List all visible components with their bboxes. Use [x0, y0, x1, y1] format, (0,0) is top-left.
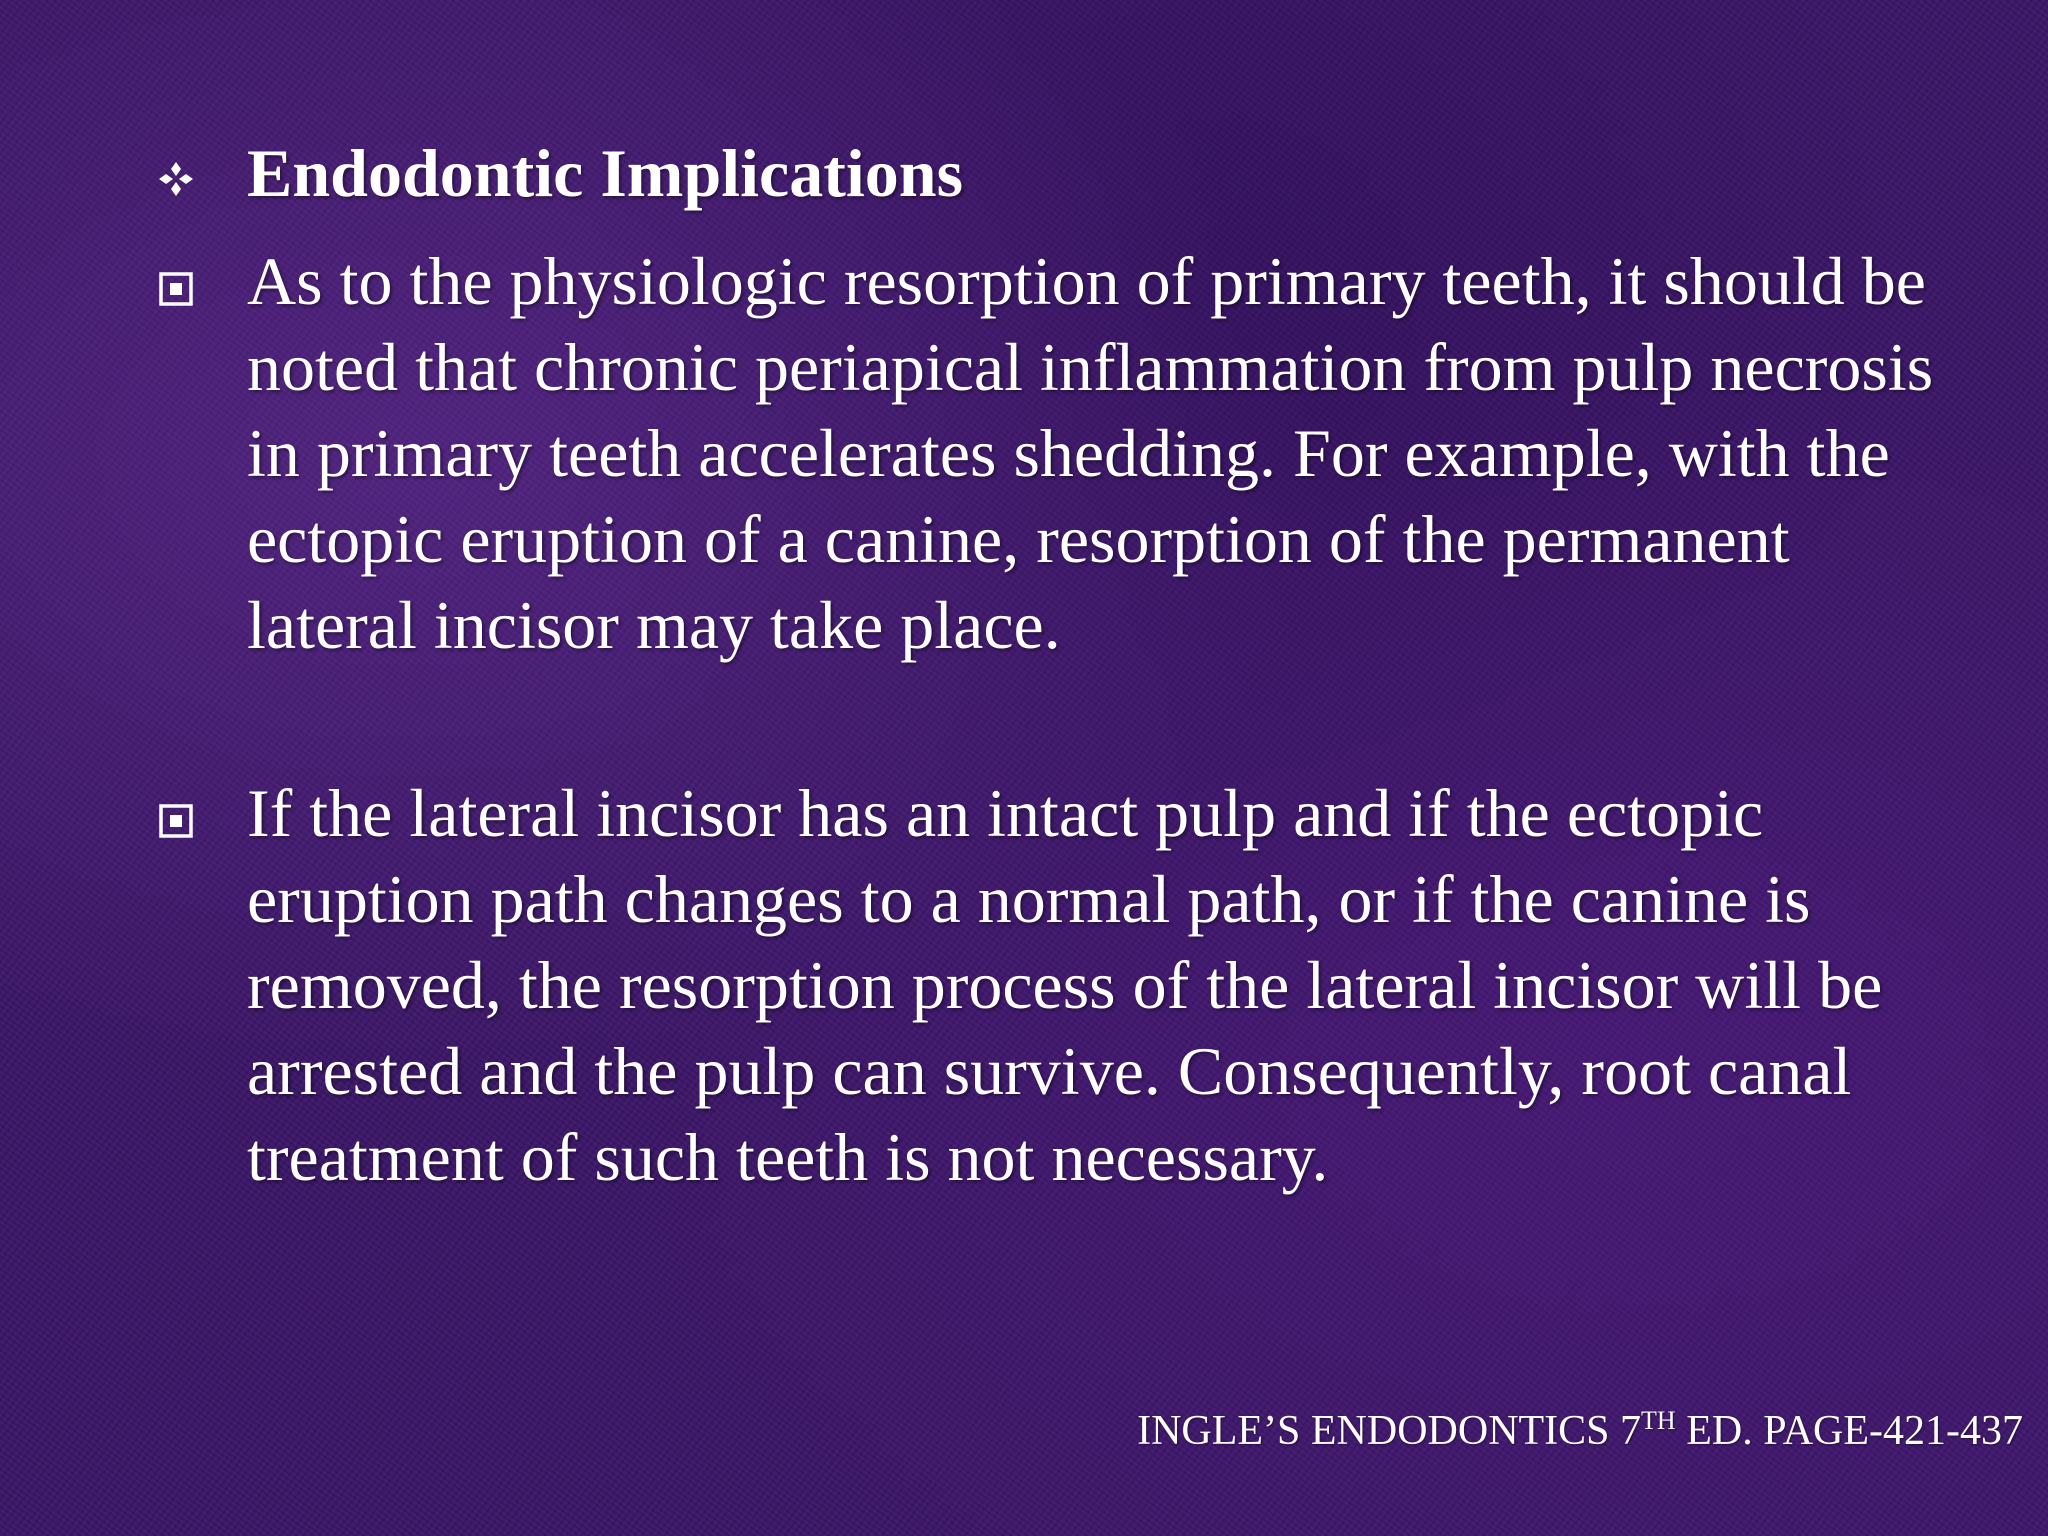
citation-suffix: ED. PAGE-421-437: [1675, 1408, 2023, 1454]
boxed-square-icon: [155, 268, 197, 310]
four-diamond-icon: [155, 158, 197, 200]
boxed-square-icon: [155, 800, 197, 842]
citation-prefix: INGLE’S ENDODONTICS 7: [1137, 1408, 1642, 1454]
slide-heading: Endodontic Implications: [247, 135, 964, 211]
citation: [1137, 1405, 2023, 1457]
citation-superscript: TH: [1641, 1406, 1676, 1435]
bullet-text: As to the physiologic resorption of primary teeth, it should be noted that chronic periapical inflammation from pulp necrosis in primary teeth accelerates shedding. For example, with the ectopic eruption of a canine, resorption of the permanent lateral incisor may take place.: [247, 243, 1934, 663]
bullet-text: If the lateral incisor has an intact pulp and if the ectopic eruption path changes to a normal path, or if the canine is removed, the resorption process of the lateral incisor will be arrested and the pulp can survive. Consequently, root canal treatment of such teeth is not necessary.: [247, 775, 1883, 1195]
